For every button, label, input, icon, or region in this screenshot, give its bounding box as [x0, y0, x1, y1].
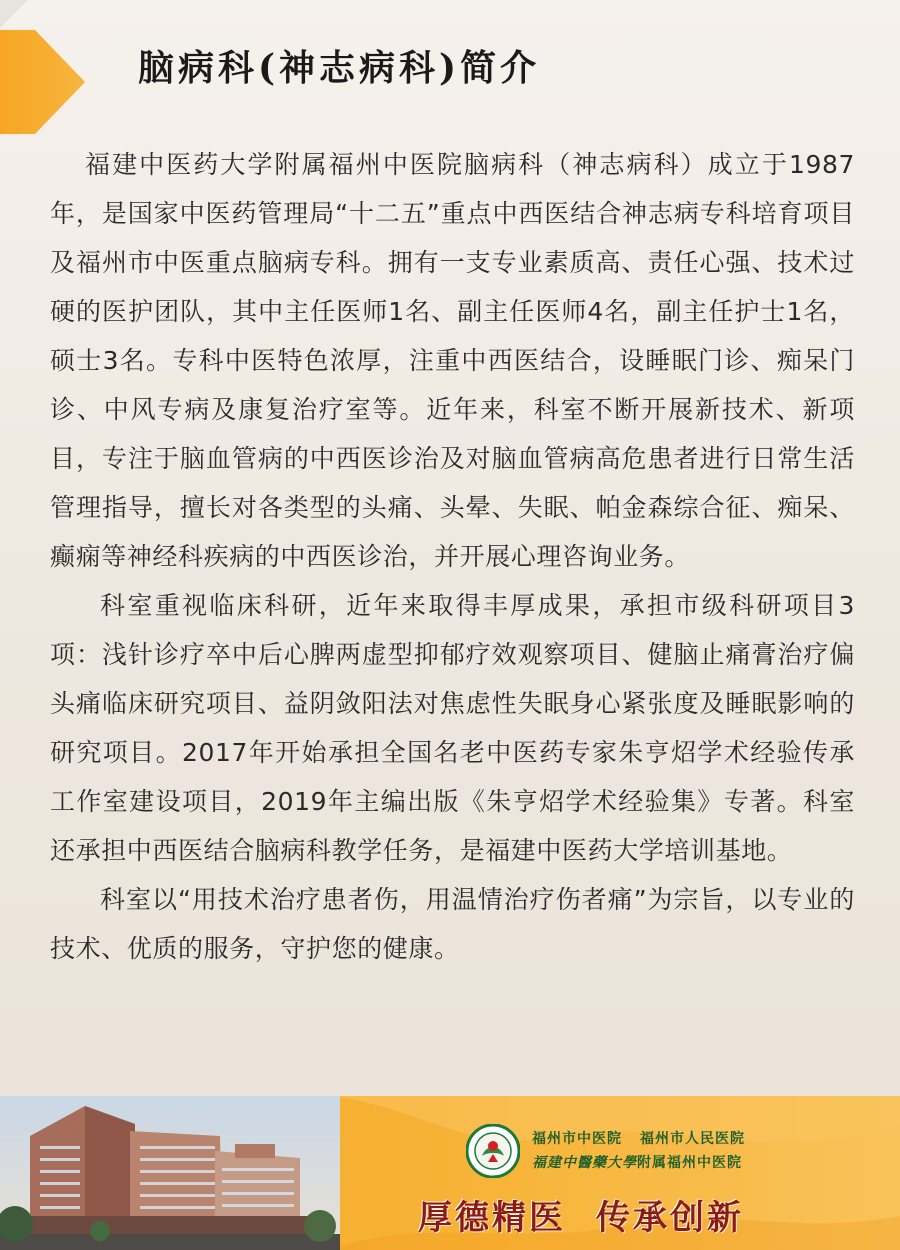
university-affiliation: [532, 1152, 742, 1172]
hospital-name-1: 福州市中医院: [532, 1131, 622, 1147]
hospital-building-image: [0, 1096, 340, 1250]
hospital-logo-icon: [466, 1124, 520, 1178]
hospital-names: [532, 1128, 763, 1148]
page-title: 脑病科(神志病科)简介: [138, 47, 541, 89]
affiliate-hospital: 附属福州中医院: [637, 1155, 742, 1171]
intro-text: [50, 140, 855, 973]
corner-arrow-icon: [0, 0, 90, 135]
slogan-part-2: 传承创新: [596, 1198, 744, 1238]
hospital-name-2: 福州市人民医院: [640, 1131, 745, 1147]
slogan-part-1: 厚德精医: [418, 1198, 566, 1238]
slogan: [418, 1190, 744, 1239]
university-name: 福建中醫藥大學: [532, 1155, 637, 1171]
footer-banner: [0, 1096, 900, 1250]
paragraph-overview: 福建中医药大学附属福州中医院脑病科（神志病科）成立于1987年，是国家中医药管理局“十二五”重点中西医结合神志病专科培育项目及福州市中医重点脑病专科。拥有一支专业素质高、责任心强、技术过硬的医护团队，其中主任医师1名、副主任医师4名，副主任护士1名，硕士3名。专科中医特色浓厚，注重中西医结合，设睡眠门诊、痴呆门诊、中风专病及康复治疗室等。近年来，科室不断开展新技术、新项目，专注于脑血管病的中西医诊治及对脑血管病高危患者进行日常生活管理指导，擅长对各类型的头痛、头晕、失眠、帕金森综合征、痴呆、癫痫等神经科疾病的中西医诊治，并开展心理咨询业务。: [50, 150, 855, 571]
paragraph-research: 科室重视临床科研，近年来取得丰厚成果，承担市级科研项目3项：浅针诊疗卒中后心脾两虚型抑郁疗效观察项目、健脑止痛膏治疗偏头痛临床研究项目、益阴敛阳法对焦虑性失眠身心紧张度及睡眠影响的研究项目。2017年开始承担全国名老中医药专家朱亨炤学术经验传承工作室建设项目，2019年主编出版《朱亨炤学术经验集》专著。科室还承担中西医结合脑病科教学任务，是福建中医药大学培训基地。: [50, 591, 855, 865]
paragraph-mission: 科室以“用技术治疗患者伤，用温情治疗伤者痛”为宗旨，以专业的技术、优质的服务，守护您的健康。: [50, 885, 855, 963]
